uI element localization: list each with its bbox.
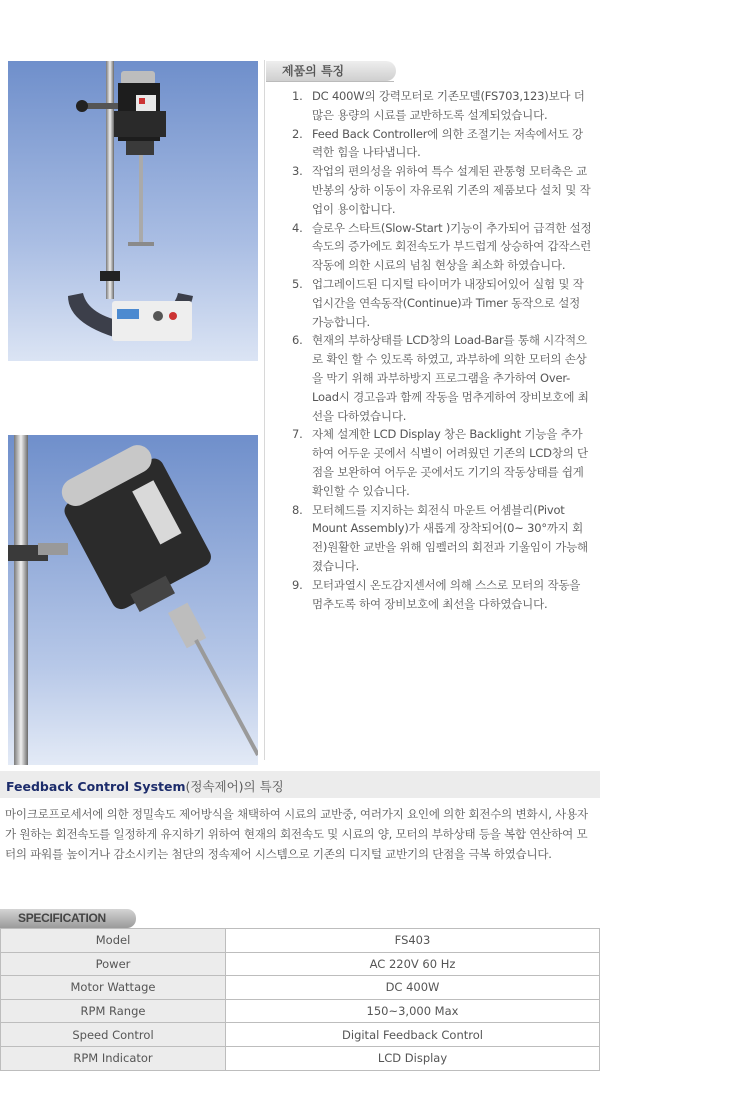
column-divider bbox=[264, 60, 265, 760]
table-row bbox=[1, 929, 600, 953]
spec-key: RPM Range bbox=[1, 999, 226, 1023]
table-row bbox=[1, 952, 600, 976]
spec-table bbox=[0, 928, 600, 1071]
spec-value: DC 400W bbox=[226, 976, 600, 1000]
list-item bbox=[292, 125, 592, 163]
spec-key: Model bbox=[1, 929, 226, 953]
feature-number: 1. bbox=[292, 89, 303, 103]
feature-number: 8. bbox=[292, 502, 303, 517]
spec-key: Motor Wattage bbox=[1, 976, 226, 1000]
spec-value: AC 220V 60 Hz bbox=[226, 952, 600, 976]
features-tab-label: 제품의 특징 bbox=[282, 64, 345, 78]
feature-number: 7. bbox=[292, 427, 303, 442]
spec-value: Digital Feedback Control bbox=[226, 1023, 600, 1047]
features-tab-underline bbox=[266, 81, 394, 82]
list-item bbox=[292, 576, 592, 614]
feature-number: 3. bbox=[292, 164, 303, 179]
spec-tab bbox=[0, 909, 136, 928]
feedback-title-en: Feedback Control System bbox=[6, 779, 186, 794]
feature-text: 모터과열시 온도감지센서에 의해 스스로 모터의 작동을 멈추도록 하여 장비보호에 최선을 다하였습니다. bbox=[312, 577, 581, 611]
feature-text: 자체 설계한 LCD Display 창은 Backlight 기능을 추가하여 어두운 곳에서 식별이 어려웠던 기존의 LCD창의 단점을 보완하여 어두운 곳에서도 기기의 작동상태를 쉽게 확인할 수 있습니다. bbox=[312, 427, 588, 498]
feature-text: 모터헤드를 지지하는 회전식 마운트 어셈블리(Pivot Mount Assembly)가 새롭게 장착되어(0~ 30°까지 회전)원활한 교반을 위해 임펠러의 회전과 기울임이 가능해졌습니다. bbox=[312, 502, 588, 573]
spec-key: RPM Indicator bbox=[1, 1046, 226, 1070]
features-list bbox=[292, 87, 592, 613]
feature-text: 작업의 편의성을 위하여 특수 설계된 관통형 모터축은 교반봉의 상하 이동이 자유로워 기존의 제품보다 설치 및 작업이 용이합니다. bbox=[312, 164, 591, 216]
feature-text: 슬로우 스타트(Slow-Start )기능이 추가되어 급격한 설정속도의 증가에도 회전속도가 부드럽게 상승하여 갑작스런 작동에 의한 시료의 넘침 현상을 최소화 하였습니다. bbox=[312, 220, 592, 273]
feature-number: 4. bbox=[292, 220, 303, 235]
table-row bbox=[1, 1046, 600, 1070]
spec-tab-label: SPECIFICATION bbox=[18, 911, 106, 925]
features-tab bbox=[266, 61, 396, 81]
spec-value: 150~3,000 Max bbox=[226, 999, 600, 1023]
list-item bbox=[292, 501, 592, 576]
feedback-title bbox=[6, 777, 284, 795]
table-row bbox=[1, 1023, 600, 1047]
feature-number: 2. bbox=[292, 126, 303, 141]
list-item bbox=[292, 162, 592, 218]
feature-number: 5. bbox=[292, 276, 303, 291]
product-photo-motor-closeup bbox=[8, 435, 258, 765]
feedback-description: 마이크로프로세서에 의한 정밀속도 제어방식을 채택하여 시료의 교반중, 여러가지 요인에 의한 회전수의 변화시, 사용자가 원하는 회전속도를 일정하게 유지하기 위하여 현재의 회전속도 및 시료의 양, 모터의 부하상태 등을 복합 연산하여 모터의 파워를 높이거나 감소시키는 첨단의 정속제어 시스템으로 기존의 디지털 교반기의 단점을 극복 하였습니다. bbox=[5, 807, 588, 861]
product-photo-stirrer-stand bbox=[8, 61, 258, 361]
table-row bbox=[1, 976, 600, 1000]
feature-text: Feed Back Controller에 의한 조절기는 저속에서도 강력한 힘을 나타냅니다. bbox=[312, 126, 583, 160]
list-item bbox=[292, 275, 592, 331]
spec-key: Speed Control bbox=[1, 1023, 226, 1047]
spec-value: FS403 bbox=[226, 929, 600, 953]
feature-text: DC 400W의 강력모터로 기존모델(FS703,123)보다 더 많은 용량의 시료를 교반하도록 설계되었습니다. bbox=[312, 89, 585, 122]
feature-number: 6. bbox=[292, 333, 303, 348]
list-item bbox=[292, 219, 592, 275]
feedback-title-ko: (정속제어)의 특징 bbox=[185, 779, 284, 794]
feature-number: 9. bbox=[292, 577, 303, 592]
list-item bbox=[292, 425, 592, 500]
list-item bbox=[292, 87, 592, 125]
list-item bbox=[292, 331, 592, 425]
feature-text: 업그레이드된 디지털 타이머가 내장되어있어 실험 및 작업시간을 연속동작(Continue)과 Timer 동작으로 설정 가능합니다. bbox=[312, 276, 584, 329]
spec-key: Power bbox=[1, 952, 226, 976]
spec-value: LCD Display bbox=[226, 1046, 600, 1070]
table-row bbox=[1, 999, 600, 1023]
feature-text: 현재의 부하상태를 LCD창의 Load-Bar를 통해 시각적으로 확인 할 수 있도록 하였고, 과부하에 의한 모터의 손상을 막기 위해 과부하방지 프로그램을 추가하여 Over-Load시 경고음과 함께 작동을 멈추게하여 장비보호에 최선을 다하였습니다. bbox=[312, 333, 589, 423]
